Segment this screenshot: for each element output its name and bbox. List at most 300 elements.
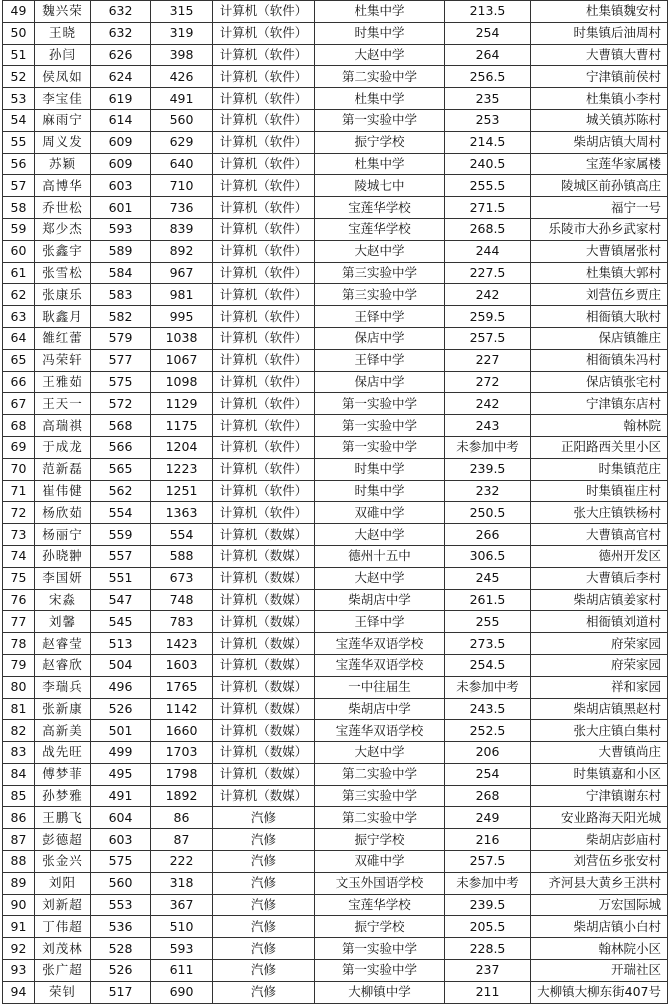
cell-student-name: 于成龙 [35,436,91,458]
cell-rank: 426 [151,66,213,88]
cell-address: 刘营伍乡贾庄 [531,284,668,306]
cell-major: 计算机（软件） [213,197,315,219]
cell-rank: 967 [151,262,213,284]
table-row [3,785,668,807]
cell-rank: 611 [151,960,213,982]
cell-number: 56 [3,153,35,175]
cell-major: 计算机（软件） [213,44,315,66]
cell-major: 汽修 [213,829,315,851]
table-row [3,480,668,502]
cell-number: 86 [3,807,35,829]
cell-number: 80 [3,676,35,698]
cell-number: 83 [3,742,35,764]
cell-exam-points: 227 [445,349,531,371]
cell-exam-points: 250.5 [445,502,531,524]
table-row [3,633,668,655]
cell-score: 547 [91,589,151,611]
cell-address: 柴胡店彭庙村 [531,829,668,851]
cell-exam-points: 257.5 [445,851,531,873]
cell-exam-points: 268.5 [445,218,531,240]
cell-rank: 892 [151,240,213,262]
cell-rank: 1798 [151,763,213,785]
cell-rank: 315 [151,1,213,23]
cell-address: 柴胡店镇小白村 [531,916,668,938]
cell-school: 大柳镇中学 [315,981,445,1003]
cell-rank: 1038 [151,327,213,349]
cell-school: 双碓中学 [315,502,445,524]
cell-rank: 1223 [151,458,213,480]
cell-major: 计算机（软件） [213,327,315,349]
cell-school: 振宁学校 [315,131,445,153]
table-row [3,131,668,153]
cell-exam-points: 254 [445,22,531,44]
cell-address: 大曹镇高官村 [531,524,668,546]
cell-score: 528 [91,938,151,960]
cell-school: 杜集中学 [315,88,445,110]
cell-student-name: 杨丽宁 [35,524,91,546]
cell-major: 计算机（数媒） [213,785,315,807]
cell-number: 64 [3,327,35,349]
table-row [3,88,668,110]
cell-number: 51 [3,44,35,66]
cell-school: 大赵中学 [315,742,445,764]
cell-rank: 783 [151,611,213,633]
cell-school: 宝莲华学校 [315,218,445,240]
cell-rank: 318 [151,872,213,894]
cell-rank: 995 [151,306,213,328]
cell-major: 计算机（数媒） [213,654,315,676]
cell-student-name: 王晓 [35,22,91,44]
cell-score: 593 [91,218,151,240]
cell-score: 559 [91,524,151,546]
cell-major: 计算机（软件） [213,1,315,23]
cell-score: 609 [91,153,151,175]
cell-exam-points: 255.5 [445,175,531,197]
cell-score: 553 [91,894,151,916]
cell-number: 54 [3,109,35,131]
table-row [3,916,668,938]
cell-number: 89 [3,872,35,894]
cell-major: 计算机（数媒） [213,676,315,698]
cell-major: 计算机（数媒） [213,545,315,567]
cell-score: 517 [91,981,151,1003]
cell-student-name: 张广超 [35,960,91,982]
cell-rank: 981 [151,284,213,306]
cell-school: 时集中学 [315,22,445,44]
table-row [3,872,668,894]
cell-address: 齐河县大黄乡王洪村 [531,872,668,894]
cell-exam-points: 240.5 [445,153,531,175]
cell-exam-points: 272 [445,371,531,393]
cell-number: 66 [3,371,35,393]
cell-school: 保店中学 [315,371,445,393]
cell-major: 计算机（数媒） [213,524,315,546]
table-row [3,197,668,219]
table-row [3,393,668,415]
cell-address: 宁津镇东店村 [531,393,668,415]
cell-exam-points: 264 [445,44,531,66]
cell-score: 583 [91,284,151,306]
cell-score: 584 [91,262,151,284]
table-row [3,742,668,764]
cell-exam-points: 256.5 [445,66,531,88]
cell-rank: 710 [151,175,213,197]
cell-number: 94 [3,981,35,1003]
cell-school: 时集中学 [315,458,445,480]
cell-address: 杜集镇小李村 [531,88,668,110]
cell-number: 88 [3,851,35,873]
table-row [3,218,668,240]
cell-address: 德州开发区 [531,545,668,567]
cell-exam-points: 242 [445,393,531,415]
cell-score: 504 [91,654,151,676]
cell-school: 保店中学 [315,327,445,349]
cell-school: 宝莲华学校 [315,894,445,916]
cell-exam-points: 未参加中考 [445,872,531,894]
cell-major: 汽修 [213,807,315,829]
cell-school: 第二实验中学 [315,807,445,829]
cell-exam-points: 243.5 [445,698,531,720]
cell-student-name: 荣钊 [35,981,91,1003]
cell-address: 宁津镇前侯村 [531,66,668,88]
cell-address: 大曹镇屠张村 [531,240,668,262]
cell-school: 一中往届生 [315,676,445,698]
table-row [3,66,668,88]
cell-address: 张大庄镇白集村 [531,720,668,742]
cell-address: 宁津镇谢东村 [531,785,668,807]
cell-number: 81 [3,698,35,720]
cell-rank: 640 [151,153,213,175]
cell-exam-points: 257.5 [445,327,531,349]
cell-major: 计算机（软件） [213,88,315,110]
cell-major: 计算机（软件） [213,262,315,284]
cell-address: 陵城区前孙镇高庄 [531,175,668,197]
table-row [3,436,668,458]
cell-rank: 736 [151,197,213,219]
cell-student-name: 丁伟超 [35,916,91,938]
cell-major: 计算机（数媒） [213,763,315,785]
table-row [3,349,668,371]
cell-number: 57 [3,175,35,197]
cell-student-name: 刘新超 [35,894,91,916]
table-row [3,1,668,23]
cell-major: 计算机（数媒） [213,742,315,764]
cell-school: 宝莲华双语学校 [315,633,445,655]
cell-school: 第二实验中学 [315,763,445,785]
cell-address: 翰林院 [531,415,668,437]
cell-exam-points: 237 [445,960,531,982]
cell-score: 536 [91,916,151,938]
cell-rank: 1175 [151,415,213,437]
cell-school: 振宁学校 [315,829,445,851]
cell-number: 55 [3,131,35,153]
table-row [3,545,668,567]
table-row [3,589,668,611]
cell-student-name: 耿鑫月 [35,306,91,328]
cell-school: 宝莲华学校 [315,197,445,219]
cell-address: 大曹镇后李村 [531,567,668,589]
cell-rank: 593 [151,938,213,960]
table-row [3,960,668,982]
cell-score: 601 [91,197,151,219]
cell-score: 501 [91,720,151,742]
cell-exam-points: 211 [445,981,531,1003]
cell-address: 刘营伍乡张安村 [531,851,668,873]
table-row [3,22,668,44]
cell-address: 府荣家园 [531,654,668,676]
cell-school: 大赵中学 [315,567,445,589]
cell-major: 计算机（软件） [213,153,315,175]
cell-rank: 560 [151,109,213,131]
cell-exam-points: 232 [445,480,531,502]
cell-address: 大曹镇尚庄 [531,742,668,764]
cell-exam-points: 未参加中考 [445,436,531,458]
cell-address: 正阳路西关里小区 [531,436,668,458]
table-row [3,894,668,916]
cell-student-name: 赵睿欣 [35,654,91,676]
table-row [3,327,668,349]
cell-school: 第一实验中学 [315,415,445,437]
cell-exam-points: 243 [445,415,531,437]
table-row [3,720,668,742]
cell-exam-points: 205.5 [445,916,531,938]
table-row [3,262,668,284]
cell-address: 时集镇嘉和小区 [531,763,668,785]
cell-major: 计算机（软件） [213,66,315,88]
cell-rank: 1363 [151,502,213,524]
cell-rank: 1204 [151,436,213,458]
cell-major: 计算机（数媒） [213,633,315,655]
cell-score: 513 [91,633,151,655]
cell-number: 60 [3,240,35,262]
cell-exam-points: 227.5 [445,262,531,284]
cell-rank: 1765 [151,676,213,698]
cell-school: 第一实验中学 [315,436,445,458]
cell-exam-points: 235 [445,88,531,110]
cell-number: 82 [3,720,35,742]
cell-major: 汽修 [213,851,315,873]
cell-major: 汽修 [213,981,315,1003]
cell-number: 76 [3,589,35,611]
cell-score: 572 [91,393,151,415]
table-row [3,807,668,829]
cell-rank: 222 [151,851,213,873]
table-row [3,938,668,960]
cell-score: 491 [91,785,151,807]
table-row [3,654,668,676]
cell-score: 566 [91,436,151,458]
cell-major: 计算机（软件） [213,480,315,502]
cell-number: 72 [3,502,35,524]
cell-rank: 588 [151,545,213,567]
cell-number: 69 [3,436,35,458]
cell-address: 保店镇雒庄 [531,327,668,349]
cell-school: 大赵中学 [315,524,445,546]
cell-exam-points: 245 [445,567,531,589]
cell-exam-points: 239.5 [445,458,531,480]
cell-number: 65 [3,349,35,371]
cell-student-name: 乔世松 [35,197,91,219]
cell-student-name: 高新美 [35,720,91,742]
cell-address: 开瑞社区 [531,960,668,982]
table-row [3,415,668,437]
cell-student-name: 刘阳 [35,872,91,894]
cell-exam-points: 249 [445,807,531,829]
cell-rank: 491 [151,88,213,110]
cell-exam-points: 216 [445,829,531,851]
cell-student-name: 李国妍 [35,567,91,589]
cell-rank: 398 [151,44,213,66]
cell-score: 579 [91,327,151,349]
table-row [3,829,668,851]
cell-major: 计算机（软件） [213,502,315,524]
cell-rank: 1067 [151,349,213,371]
cell-rank: 1251 [151,480,213,502]
table-row [3,611,668,633]
table-row [3,851,668,873]
cell-rank: 319 [151,22,213,44]
cell-major: 汽修 [213,894,315,916]
cell-major: 汽修 [213,872,315,894]
cell-student-name: 杨欣茹 [35,502,91,524]
table-row [3,306,668,328]
cell-exam-points: 252.5 [445,720,531,742]
cell-address: 张大庄镇铁杨村 [531,502,668,524]
cell-major: 计算机（软件） [213,22,315,44]
cell-student-name: 刘馨 [35,611,91,633]
cell-score: 632 [91,22,151,44]
table-row [3,284,668,306]
cell-student-name: 王鹏飞 [35,807,91,829]
cell-number: 53 [3,88,35,110]
cell-exam-points: 244 [445,240,531,262]
cell-number: 84 [3,763,35,785]
cell-student-name: 雒红蕾 [35,327,91,349]
cell-school: 德州十五中 [315,545,445,567]
cell-score: 565 [91,458,151,480]
cell-address: 柴胡店镇黑赵村 [531,698,668,720]
cell-address: 宝莲华家属楼 [531,153,668,175]
table-row [3,44,668,66]
cell-major: 计算机（软件） [213,458,315,480]
cell-number: 61 [3,262,35,284]
cell-student-name: 战先旺 [35,742,91,764]
table-row [3,153,668,175]
table-row [3,458,668,480]
cell-number: 91 [3,916,35,938]
cell-address: 杜集镇大郭村 [531,262,668,284]
cell-school: 王铎中学 [315,349,445,371]
table-body [3,1,668,1004]
cell-school: 大赵中学 [315,240,445,262]
cell-score: 545 [91,611,151,633]
cell-rank: 510 [151,916,213,938]
cell-exam-points: 未参加中考 [445,676,531,698]
cell-address: 乐陵市大孙乡武家村 [531,218,668,240]
cell-score: 554 [91,502,151,524]
table-row [3,109,668,131]
cell-address: 柴胡店镇大周村 [531,131,668,153]
cell-number: 71 [3,480,35,502]
cell-student-name: 张雪松 [35,262,91,284]
cell-score: 604 [91,807,151,829]
cell-major: 计算机（软件） [213,218,315,240]
cell-exam-points: 239.5 [445,894,531,916]
cell-school: 第一实验中学 [315,393,445,415]
cell-score: 577 [91,349,151,371]
cell-school: 王铎中学 [315,611,445,633]
cell-school: 双碓中学 [315,851,445,873]
cell-school: 王铎中学 [315,306,445,328]
cell-student-name: 张金兴 [35,851,91,873]
cell-number: 49 [3,1,35,23]
cell-number: 92 [3,938,35,960]
cell-exam-points: 255 [445,611,531,633]
cell-school: 第一实验中学 [315,938,445,960]
table-row [3,524,668,546]
cell-school: 第二实验中学 [315,66,445,88]
cell-score: 589 [91,240,151,262]
cell-address: 福宁一号 [531,197,668,219]
cell-student-name: 宋淼 [35,589,91,611]
cell-number: 59 [3,218,35,240]
cell-number: 79 [3,654,35,676]
admission-table [2,0,668,1004]
cell-rank: 748 [151,589,213,611]
cell-rank: 554 [151,524,213,546]
cell-major: 计算机（软件） [213,306,315,328]
cell-major: 计算机（软件） [213,240,315,262]
cell-student-name: 李宝佳 [35,88,91,110]
cell-address: 城关镇苏陈村 [531,109,668,131]
cell-student-name: 李瑞兵 [35,676,91,698]
cell-address: 时集镇崔庄村 [531,480,668,502]
cell-rank: 1142 [151,698,213,720]
cell-score: 562 [91,480,151,502]
cell-score: 526 [91,698,151,720]
cell-score: 575 [91,371,151,393]
table-row [3,175,668,197]
cell-major: 计算机（数媒） [213,567,315,589]
cell-student-name: 郑少杰 [35,218,91,240]
table-row [3,240,668,262]
cell-rank: 86 [151,807,213,829]
cell-student-name: 孙梦雅 [35,785,91,807]
cell-student-name: 彭德超 [35,829,91,851]
cell-school: 杜集中学 [315,1,445,23]
cell-number: 63 [3,306,35,328]
cell-address: 相衙镇朱冯村 [531,349,668,371]
cell-score: 496 [91,676,151,698]
cell-student-name: 孙晓翀 [35,545,91,567]
cell-exam-points: 306.5 [445,545,531,567]
cell-score: 624 [91,66,151,88]
cell-student-name: 麻雨宁 [35,109,91,131]
cell-score: 582 [91,306,151,328]
cell-address: 相衙镇大耿村 [531,306,668,328]
cell-number: 70 [3,458,35,480]
cell-major: 计算机（软件） [213,415,315,437]
cell-score: 619 [91,88,151,110]
cell-school: 第一实验中学 [315,960,445,982]
cell-exam-points: 273.5 [445,633,531,655]
cell-rank: 690 [151,981,213,1003]
cell-rank: 1892 [151,785,213,807]
cell-student-name: 赵睿莹 [35,633,91,655]
cell-major: 计算机（软件） [213,109,315,131]
cell-address: 祥和家园 [531,676,668,698]
cell-student-name: 崔伟健 [35,480,91,502]
